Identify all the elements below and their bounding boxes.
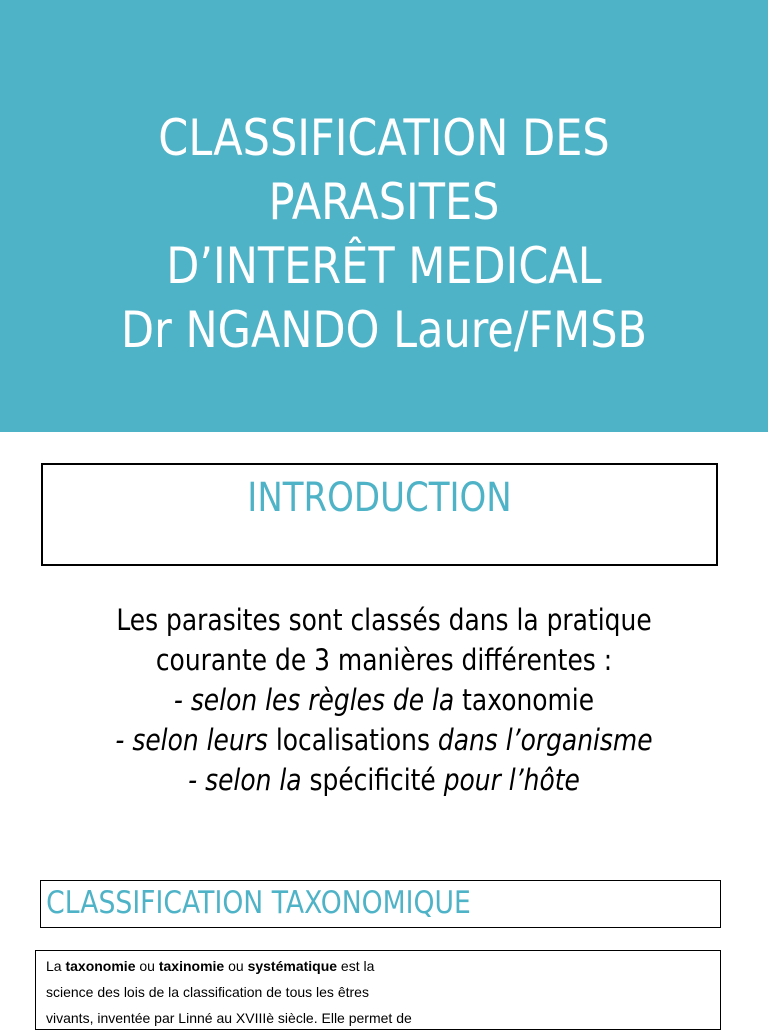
excerpt-text: est la [337,958,375,974]
title-line-1: CLASSIFICATION DES [158,109,610,167]
bullet-text: - selon leurs [115,723,276,757]
bullet-keyword: taxonomie [462,683,595,717]
excerpt-text: La [46,958,66,974]
excerpt-text: ou [224,958,248,974]
section-heading: CLASSIFICATION TAXONOMIQUE [46,885,471,921]
excerpt-line-1 [46,953,710,979]
bullet-keyword: spécificité [309,763,436,797]
introduction-heading: INTRODUCTION [247,475,512,521]
bullet-text: - selon la [188,763,310,797]
excerpt-line-3: vivants, inventée par Linné au XVIIIè siècle. Elle permet de [46,1010,412,1026]
intro-bullet-taxonomy [54,680,714,720]
excerpt-term: taxinomie [158,958,225,974]
bullet-keyword: localisations [275,723,430,757]
introduction-heading-box [41,463,718,566]
title-line-3: D’INTERÊT MEDICAL [166,237,602,295]
bullet-text: pour l’hôte [435,763,580,797]
bullet-text: dans l’organisme [429,723,653,757]
excerpt-box [35,950,721,1030]
title-banner [0,0,768,432]
intro-bullet-localisation [54,720,714,760]
intro-line-1: Les parasites sont classés dans la pratique [116,603,652,637]
excerpt-term: systématique [247,958,338,974]
bullet-text: - selon les règles de la [173,683,463,717]
title-line-2: PARASITES [268,173,500,231]
excerpt-line-2: science des lois de la classification de tous les êtres [46,984,369,1000]
introduction-paragraph [0,600,768,800]
excerpt-term: taxonomie [65,958,136,974]
excerpt-text: ou [135,958,159,974]
intro-bullet-specificity [54,760,714,800]
document-title [0,106,768,362]
section-heading-box [40,880,721,928]
intro-line-2: courante de 3 manières différentes : [155,643,613,677]
author-line: Dr NGANDO Laure/FMSB [120,301,648,359]
